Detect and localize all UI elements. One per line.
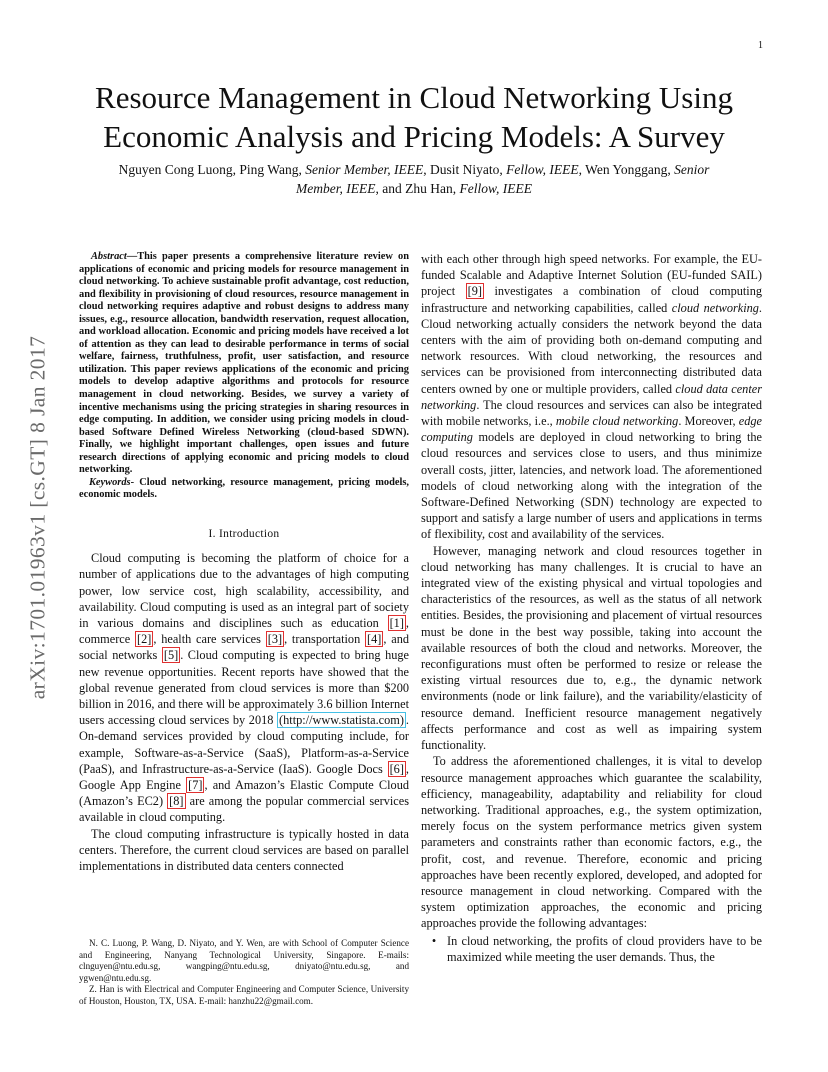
citation-link[interactable]: [4] [367, 632, 382, 647]
paper-title: Resource Management in Cloud Networking Using Economic Analysis and Pricing Models: A Survey [95, 80, 733, 154]
citation-link[interactable]: [6] [389, 761, 404, 776]
body-text: with each other through high speed networks. For example, the EU-funded Scalable and Adaptive Internet Solution (EU-funded SAIL) project [421, 252, 762, 299]
author-list [60, 160, 768, 198]
keywords [79, 477, 409, 502]
body-text: Cloud computing is becoming the platform of choice for a number of applications due to the advantages of high computing power, low service cost, high scalability, accessibility, and availability. Cloud computing is used as an integral part of society in various domains and disciplines such as education [79, 551, 409, 630]
abstract [79, 251, 409, 477]
author-title: Senior [674, 162, 710, 177]
body-text: are among the popular commercial services available in cloud computing. [79, 794, 409, 825]
author-title: Senior Member, IEEE [305, 162, 424, 177]
author-text: Nguyen Cong Luong, Ping Wang, [118, 162, 306, 177]
abstract-label: Abstract [91, 251, 127, 262]
body-paragraph [421, 251, 762, 543]
section-heading: I. Introduction [208, 527, 280, 540]
arxiv-stamp: arXiv:1701.01963v1 [cs.GT] 8 Jan 2017 [25, 335, 50, 700]
citation-link[interactable]: [5] [163, 648, 179, 663]
citation-link[interactable]: [7] [188, 777, 203, 792]
body-text: . Cloud computing is expected to bring huge new revenue opportunities. Recent reports have showed that the global revenue generated from cloud services is more than $200 billion in 2016, and there will be approximately 3.6 billion Internet users accessing cloud services by 2018 [79, 648, 409, 728]
intro-paragraph: The cloud computing infrastructure is typically hosted in data centers. Therefore, the current cloud services are based on parallel implementations in distributed data centers connected [79, 826, 409, 873]
footnote-affiliation: N. C. Luong, P. Wang, D. Niyato, and Y. Wen, are with School of Computer Science and Engineering, Nanyang Technological University, Singapore. E-mails: clnguyen@ntu.edu.sg, wangping@ntu.edu.sg, dniyato@ntu.edu.sg, and ygwen@ntu.edu.sg. [79, 938, 409, 983]
bullet-icon: • [431, 933, 437, 948]
author-title: Fellow, IEEE [459, 181, 532, 196]
body-text: , commerce [79, 615, 409, 647]
author-text: , Wen Yonggang, [578, 162, 675, 177]
citation-link[interactable]: [3] [267, 632, 283, 647]
abstract-text: —This paper presents a comprehensive literature review on applications of economic and pricing models for resource management in cloud networking. To achieve sustainable profit advantage, cost reduction, and flexibility in provisioning of cloud resources, resource management in cloud networking requires adaptive and robust designs to address many issues, e.g., resource allocation, bandwidth reservation, request allocation, and workload allocation. Economic and pricing models have received a lot of attention as they can lead to desirable performance in terms of social welfare, fairness, truthfulness, profit, user satisfaction, and resource utilization. This paper reviews applications of the economic and pricing models to develop adaptive algorithms and protocols for resource management in cloud networking. Besides, we survey a variety of incentive mechanisms using the pricing strategies in sharing resources in edge computing. In addition, we consider using pricing models in cloud-based Software Defined Wireless Networking (cloud-based SDWN). Finally, we highlight important challenges, open issues and future research directions of applying economic and pricing models to cloud networking. [79, 251, 409, 476]
citation-link[interactable]: [1] [389, 615, 404, 630]
page-number: 1 [758, 40, 763, 51]
keywords-text: - Cloud networking, resource management, pricing models, economic models. [79, 476, 409, 501]
body-paragraph: To address the aforementioned challenges, it is vital to develop resource management approaches which guarantee the scalability, efficiency, manageability, adaptability and reliability for cloud networking. Traditional approaches, e.g., the system optimization, merely focus on the system performance metrics given system parameters and constraints rather than economic factors, e.g., the profit, cost, and revenue. Therefore, economic and pricing approaches have been recently explored, developed, and adopted for resource management in cloud networking. Compared with the system optimization approaches, the economic and pricing approaches provide the following advantages: [421, 754, 762, 931]
right-column [421, 251, 762, 965]
body-text: , health care services [153, 632, 266, 647]
intro-paragraph [79, 550, 409, 825]
body-text: . Moreover, [678, 414, 739, 429]
footnote-affiliation: Z. Han is with Electrical and Computer Engineering and Computer Science, University of Houston, Houston, TX, USA. E-mail: hanzhu22@gmail.com. [79, 984, 409, 1006]
left-column [79, 251, 409, 874]
body-text: . The cloud resources and services can also be integrated with mobile networks, i.e., [421, 397, 762, 429]
emphasis-term: edge computing [421, 414, 762, 445]
emphasis-term: mobile cloud networking [555, 414, 679, 429]
citation-link[interactable]: [2] [137, 632, 152, 647]
body-text: investigates a combination of cloud computing infrastructure and networking capabilities, called [421, 284, 762, 315]
emphasis-term: cloud networking [671, 300, 759, 315]
body-text: , and social networks [79, 632, 409, 663]
citation-link[interactable]: [8] [169, 794, 184, 809]
footnotes [79, 938, 409, 1007]
author-title: Fellow, IEEE [506, 162, 579, 177]
body-text: . On-demand services provided by cloud computing include, for example, Software-as-a-Service (SaaS), Platform-as-a-Service (PaaS), and Infrastructure-as-a-Service (IaaS). Google Docs [79, 713, 409, 776]
bullet-text: In cloud networking, the profits of cloud providers have to be maximized while meeting the user demands. Thus, the [447, 933, 762, 964]
bullet-item [421, 933, 762, 965]
body-text: , transportation [284, 632, 366, 647]
body-text: , Google App Engine [79, 761, 409, 792]
body-text: models are deployed in cloud networking to bring the cloud resources and services close to users, and thus minimize overall costs, jitter, latencies, and network load. The aforementioned models of cloud networking along with the integration of the Software-Defined Networking (SDN) technology are expected to support and satisfy a large number of users and applications in terms of flexibility, cost and availability of the services. [421, 430, 762, 542]
author-text: , Dusit Niyato, [423, 162, 507, 177]
body-text: . Cloud networking actually considers the network beyond the data centers with the aim of providing both on-demand computing and network resources. With cloud networking, the resources and services can be provisioned from interconnecting distributed data centers owned by one or multiple providers, called [421, 300, 762, 396]
citation-link[interactable]: [9] [467, 284, 482, 299]
author-title: Member, IEEE [296, 181, 376, 196]
url-link[interactable]: (http://www.statista.com) [279, 713, 404, 728]
body-text: , and Amazon’s Elastic Compute Cloud (Amazon’s EC2) [79, 777, 409, 809]
keywords-label: Keywords [89, 476, 131, 488]
author-text: , and Zhu Han, [375, 181, 460, 196]
emphasis-term: cloud data center networking [421, 381, 762, 412]
body-paragraph: However, managing network and cloud resources together in cloud networking has many challenges. It is crucial to have an integrated view of the existing physical and virtual topologies and characteristics of the resources, as well as the status of all network entities. Besides, the provisioning and placement of virtual resources must be done in the best way possible, taking into account the available resources of both the cloud and networks. Moreover, the reconfigurations must often be performed to resize or release the existing virtual resources due to, e.g., the dynamic network environments (node or link failure), and the variability/elasticity of resource demand. Inefficient resource management negatively affects performance and cost as well as impairing system functionality. [421, 543, 762, 753]
